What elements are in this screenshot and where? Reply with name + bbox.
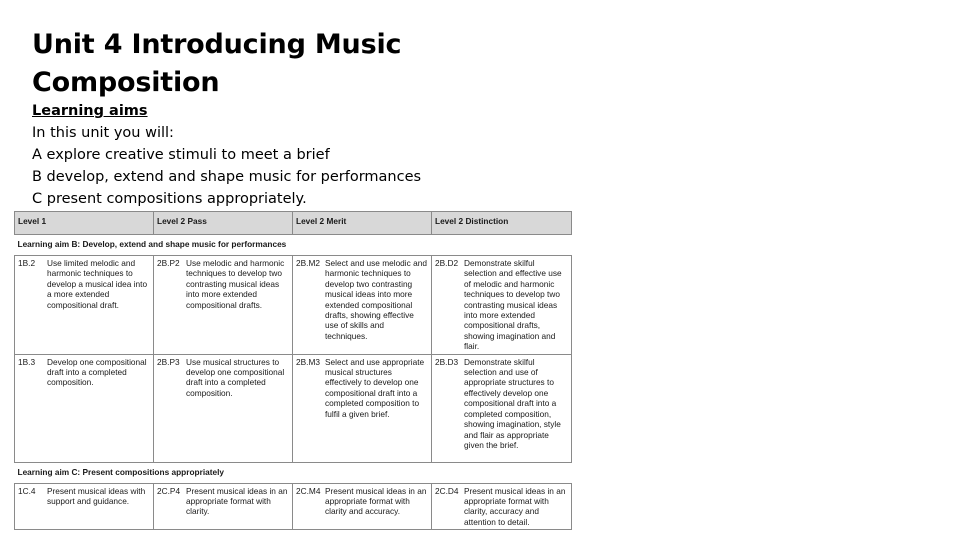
criterion-cell <box>293 483 432 530</box>
table-row <box>15 354 572 462</box>
criterion-text: Use limited melodic and harmonic techniques to develop a musical idea into a more extended compositional draft. <box>47 258 148 310</box>
criterion-code: 1C.4 <box>18 485 36 496</box>
header-level-2-distinction: Level 2 Distinction <box>432 212 572 235</box>
criterion-text: Present musical ideas in an appropriate format with clarity, accuracy and attention to detail. <box>464 485 566 527</box>
criterion-code: 2C.M4 <box>296 485 321 496</box>
learning-aim-b: B develop, extend and shape music for performances <box>32 169 422 185</box>
learning-aims-block <box>32 100 592 210</box>
table-row <box>15 483 572 530</box>
criterion-text: Present musical ideas in an appropriate format with clarity. <box>186 485 288 517</box>
criterion-text: Demonstrate skilful selection and use of appropriate structures to effectively develop one compositional draft into a completed composition, showing imagination, style and flair as appropriate given the brief. <box>464 356 561 450</box>
criterion-cell <box>432 354 572 462</box>
grading-criteria-table <box>14 211 572 530</box>
criterion-text: Demonstrate skilful selection and effective use of melodic and harmonic techniques to develop two contrasting musical ideas into more extended compositional drafts, showing imagination and flair. <box>464 258 562 352</box>
criterion-code: 2B.P2 <box>157 258 180 268</box>
criterion-text: Develop one compositional draft into a completed composition. <box>47 356 147 388</box>
aim-b-row <box>15 235 572 256</box>
header-level-2-merit: Level 2 Merit <box>293 212 432 235</box>
criterion-cell <box>154 483 293 530</box>
criterion-code: 2B.P3 <box>157 356 180 367</box>
criterion-text: Use melodic and harmonic techniques to develop two contrasting musical ideas into more extended compositional drafts. <box>186 258 285 310</box>
header-level-1: Level 1 <box>15 212 154 235</box>
criterion-cell <box>15 354 154 462</box>
criterion-code: 1B.2 <box>18 258 36 268</box>
table-header-row <box>15 212 572 235</box>
learning-aim-c: C present compositions appropriately. <box>32 191 307 207</box>
criterion-code: 2B.M3 <box>296 356 320 367</box>
learning-aims-intro: In this unit you will: <box>32 125 174 141</box>
criterion-cell <box>15 483 154 530</box>
criterion-cell <box>432 483 572 530</box>
criterion-text: Present musical ideas with support and guidance. <box>47 485 146 507</box>
aim-c-heading: Learning aim C: Present compositions appropriately <box>15 462 572 483</box>
aim-c-row <box>15 462 572 483</box>
criterion-cell <box>154 256 293 355</box>
criterion-cell <box>154 354 293 462</box>
header-level-2-pass: Level 2 Pass <box>154 212 293 235</box>
aim-b-heading: Learning aim B: Develop, extend and shape music for performances <box>15 235 572 256</box>
criterion-text: Present musical ideas in an appropriate format with clarity and accuracy. <box>325 485 427 517</box>
table-row <box>15 256 572 355</box>
criterion-cell <box>432 256 572 355</box>
criterion-code: 2C.D4 <box>435 485 459 496</box>
slide-title <box>32 26 552 102</box>
criterion-code: 2B.D2 <box>435 258 459 268</box>
learning-aim-a: A explore creative stimuli to meet a brief <box>32 147 330 163</box>
criterion-text: Select and use appropriate musical structures effectively to develop one compositional draft into a completed composition to fulfil a given brief. <box>325 356 425 419</box>
slide-title-line-2: Composition <box>32 67 220 98</box>
criterion-cell <box>293 354 432 462</box>
slide-title-line-1: Unit 4 Introducing Music <box>32 29 402 60</box>
criterion-code: 2C.P4 <box>157 485 181 496</box>
criterion-code: 2B.D3 <box>435 356 459 367</box>
learning-aims-heading: Learning aims <box>32 103 148 119</box>
criterion-cell <box>293 256 432 355</box>
criterion-text: Use musical structures to develop one compositional draft into a completed composition. <box>186 356 285 398</box>
criterion-cell <box>15 256 154 355</box>
criterion-code: 2B.M2 <box>296 258 320 268</box>
criterion-text: Select and use melodic and harmonic techniques to develop two contrasting musical ideas into more extended compositional drafts, showing effective use of skills and techniques. <box>325 258 427 341</box>
criterion-code: 1B.3 <box>18 356 36 367</box>
